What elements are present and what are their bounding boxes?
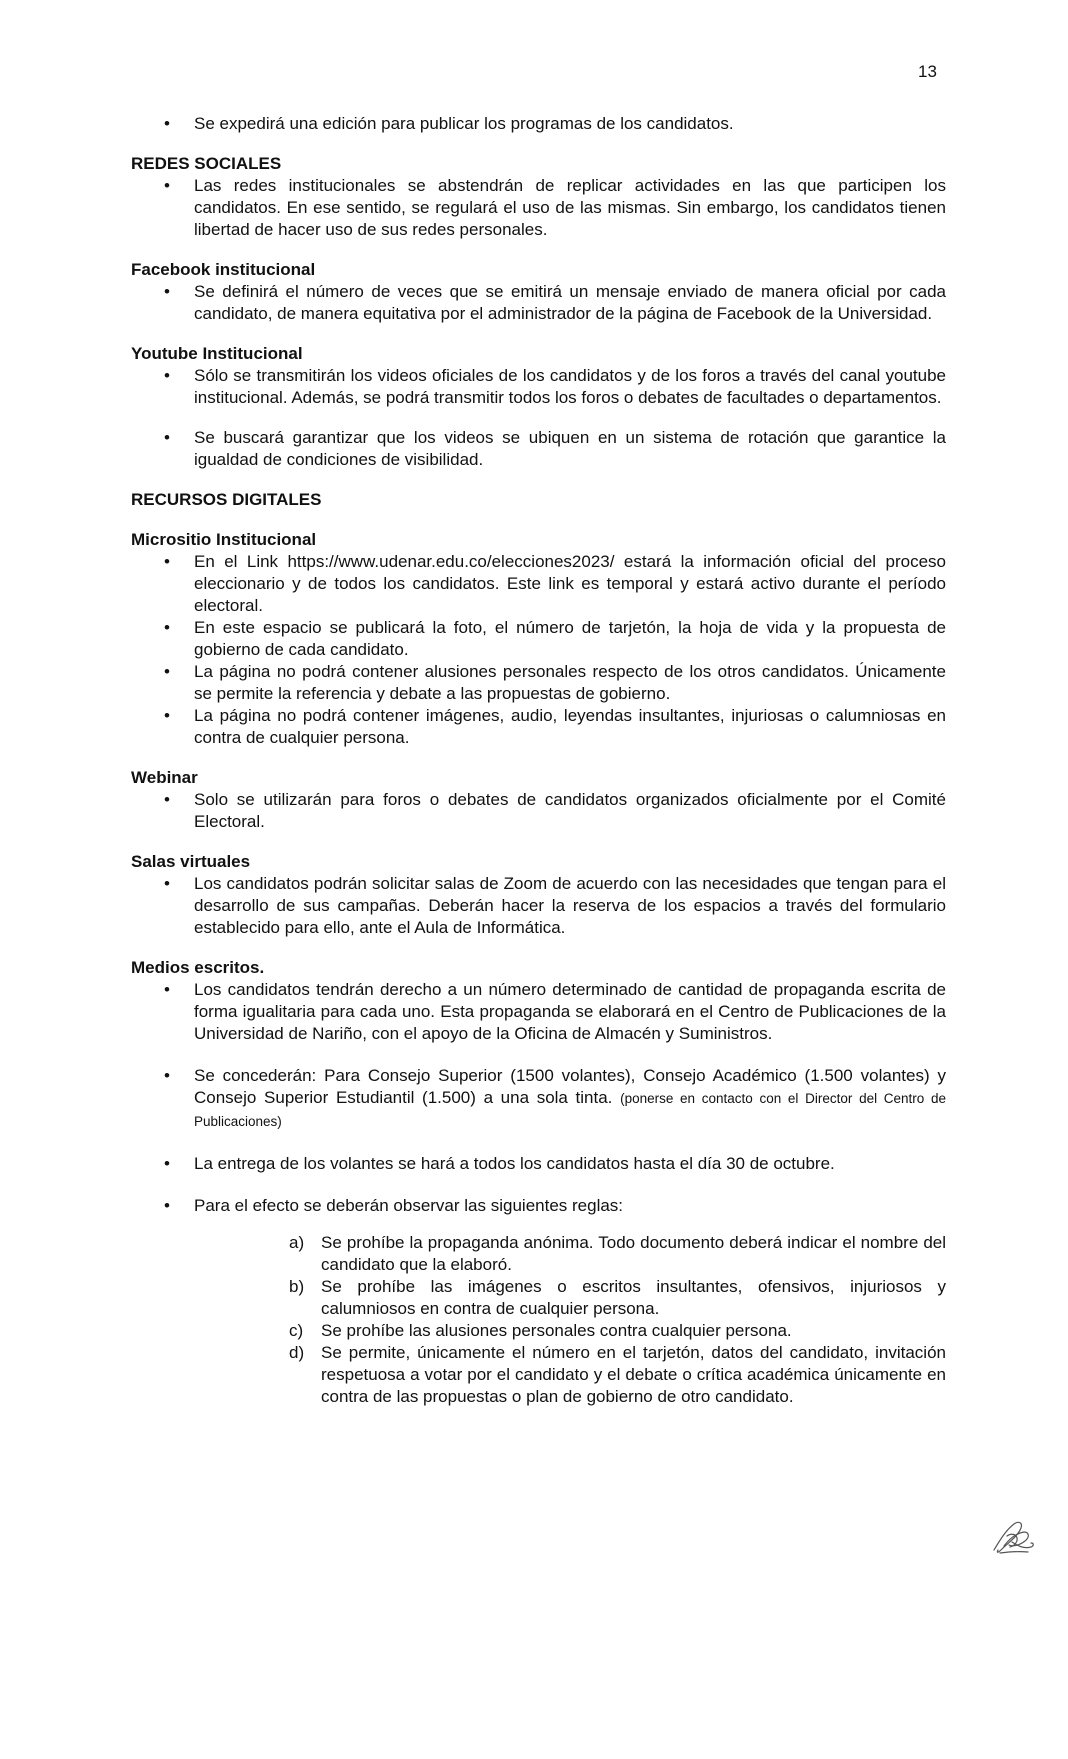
list-item: • Para el efecto se deberán observar las siguientes reglas: bbox=[131, 1195, 946, 1217]
list-item: • La entrega de los volantes se hará a todos los candidatos hasta el día 30 de octubre. bbox=[131, 1153, 946, 1175]
list-item: • En el Link https://www.udenar.edu.co/elecciones2023/ estará la información oficial del proceso eleccionario y de todos los candidatos. Este link es temporal y estará activo durante el período electoral. bbox=[131, 551, 946, 617]
list-item: • Sólo se transmitirán los videos oficiales de los candidatos y de los foros a través del canal youtube institucional. Además, se podrá transmitir todos los foros o debates de facultades o departamentos. bbox=[131, 365, 946, 409]
rule-item bbox=[131, 1232, 946, 1276]
rule-text: Se permite, únicamente el número en el tarjetón, datos del candidato, invitación respetuosa a votar por el candidato y el debate o crítica académica únicamente en contra de las propuestas o plan de gobierno de otro candidato. bbox=[321, 1343, 946, 1406]
list-item: • Se buscará garantizar que los videos se ubiquen en un sistema de rotación que garantice la igualdad de condiciones de visibilidad. bbox=[131, 427, 946, 471]
contact-note: (ponerse en contacto con el Director del Centro de Publicaciones) bbox=[194, 1091, 946, 1129]
list-item: • Se definirá el número de veces que se emitirá un mensaje enviado de manera oficial por cada candidato, de manera equitativa por el administrador de la página de Facebook de la Universidad. bbox=[131, 281, 946, 325]
list-item bbox=[131, 1065, 946, 1133]
list-item: • Solo se utilizarán para foros o debates de candidatos organizados oficialmente por el Comité Electoral. bbox=[131, 789, 946, 833]
rule-marker: a) bbox=[289, 1233, 305, 1252]
list-item: • Las redes institucionales se abstendrán de replicar actividades en las que participen los candidatos. En ese sentido, se regulará el uso de las mismas. Sin embargo, los candidatos tienen libertad de hacer uso de sus redes personales. bbox=[131, 175, 946, 241]
redes-sociales-list bbox=[131, 175, 946, 241]
volantes-text: Se concederán: Para Consejo Superior (1500 volantes), Consejo Académico (1.500 volantes) y Consejo Superior Estudiantil (1.500) a una sola tinta. bbox=[194, 1066, 946, 1107]
section-heading-youtube: Youtube Institucional bbox=[131, 344, 303, 363]
micrositio-list bbox=[131, 551, 946, 749]
rules-list bbox=[131, 1232, 946, 1408]
rule-text: Se prohíbe las imágenes o escritos insultantes, ofensivos, injuriosos y calumniosos en contra de cualquier persona. bbox=[321, 1277, 946, 1318]
youtube-list bbox=[131, 365, 946, 471]
rule-marker: d) bbox=[289, 1343, 305, 1362]
page-content bbox=[131, 113, 946, 1408]
section-heading-webinar: Webinar bbox=[131, 768, 198, 787]
list-item: • En este espacio se publicará la foto, el número de tarjetón, la hoja de vida y la propuesta de gobierno de cada candidato. bbox=[131, 617, 946, 661]
facebook-list bbox=[131, 281, 946, 325]
section-heading-facebook: Facebook institucional bbox=[131, 260, 316, 279]
rule-item bbox=[131, 1276, 946, 1320]
list-item: • Se expedirá una edición para publicar los programas de los candidatos. bbox=[131, 113, 946, 135]
rule-marker: b) bbox=[289, 1277, 305, 1296]
medios-escritos-list bbox=[131, 979, 946, 1217]
section-heading-redes-sociales: REDES SOCIALES bbox=[131, 154, 282, 173]
rule-marker: c) bbox=[289, 1321, 304, 1340]
section-heading-medios-escritos: Medios escritos. bbox=[131, 958, 265, 977]
section-heading-recursos-digitales: RECURSOS DIGITALES bbox=[131, 490, 322, 509]
webinar-list bbox=[131, 789, 946, 833]
salas-virtuales-list bbox=[131, 873, 946, 939]
rule-text: Se prohíbe las alusiones personales contra cualquier persona. bbox=[321, 1321, 792, 1340]
section-heading-micrositio: Micrositio Institucional bbox=[131, 530, 317, 549]
list-item: • La página no podrá contener imágenes, audio, leyendas insultantes, injuriosas o calumniosas en contra de cualquier persona. bbox=[131, 705, 946, 749]
list-item: • La página no podrá contener alusiones personales respecto de los otros candidatos. Únicamente se permite la referencia y debate a las propuestas de gobierno. bbox=[131, 661, 946, 705]
intro-list bbox=[131, 113, 946, 135]
rule-item bbox=[131, 1320, 946, 1342]
signature-image bbox=[990, 1516, 1036, 1558]
rule-item bbox=[131, 1342, 946, 1408]
section-heading-salas-virtuales: Salas virtuales bbox=[131, 852, 251, 871]
rule-text: Se prohíbe la propaganda anónima. Todo documento deberá indicar el nombre del candidato que la elaboró. bbox=[321, 1233, 946, 1274]
list-item: • Los candidatos tendrán derecho a un número determinado de cantidad de propaganda escrita de forma igualitaria para cada uno. Esta propaganda se elaborará en el Centro de Publicaciones de la Universidad de Nariño, con el apoyo de la Oficina de Almacén y Suministros. bbox=[131, 979, 946, 1045]
list-item: • Los candidatos podrán solicitar salas de Zoom de acuerdo con las necesidades que tengan para el desarrollo de sus campañas. Deberán hacer la reserva de los espacios a través del formulario establecido para ello, ante el Aula de Informática. bbox=[131, 873, 946, 939]
page-number: 13 bbox=[918, 62, 937, 81]
